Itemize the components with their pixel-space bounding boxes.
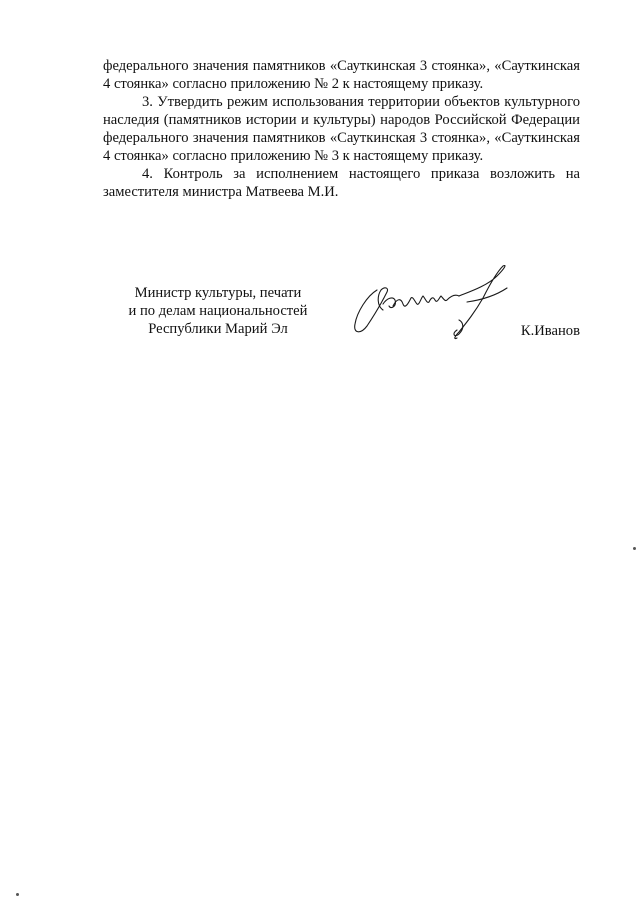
scan-speck: [633, 547, 636, 550]
signer-position-line: Республики Марий Эл: [148, 321, 288, 337]
handwritten-signature: [347, 262, 527, 344]
paragraph-item-4: 4. Контроль за исполнением настоящего приказа возложить на заместителя министра Матвеева М.И.: [103, 166, 580, 200]
signature-block: [103, 284, 580, 364]
signer-position-line: Министр культуры, печати: [134, 285, 302, 301]
scan-speck: [16, 893, 19, 896]
signer-position: [103, 284, 333, 338]
paragraph-item-3: 3. Утвердить режим использования территории объектов культурного наследия (памятников истории и культуры) народов Российской Федерации федерального значения памятников «Сауткинская 3 стоянка», «Сауткинская 4 стоянка» согласно приложению № 3 к настоящему приказу.: [103, 94, 580, 164]
signer-position-line: и по делам национальностей: [128, 303, 308, 319]
signer-name: К.Иванов: [520, 323, 580, 339]
document-body: [103, 57, 580, 201]
paragraph-continuation: федерального значения памятников «Сауткинская 3 стоянка», «Сауткинская 4 стоянка» согласно приложению № 2 к настоящему приказу.: [103, 58, 580, 92]
